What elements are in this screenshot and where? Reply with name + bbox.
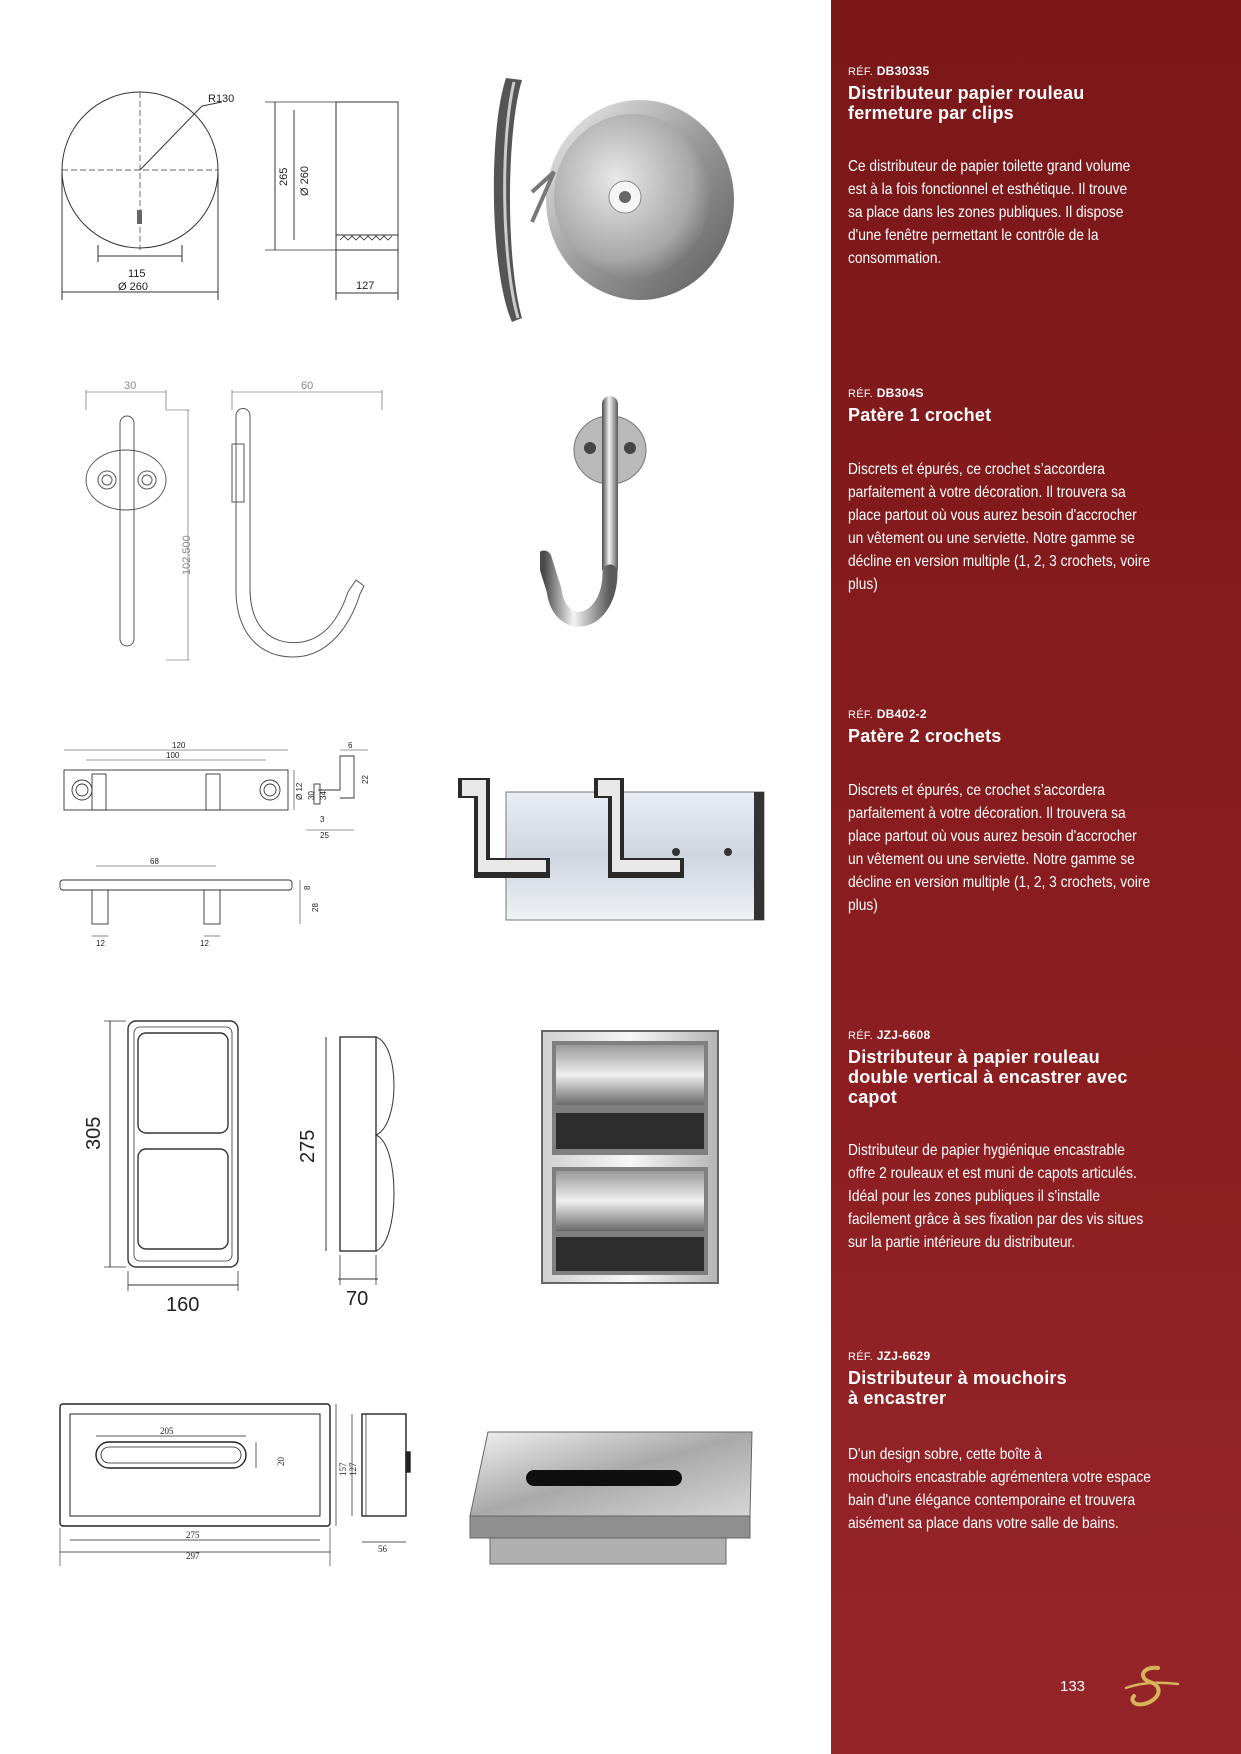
product-title: Distributeur papier rouleau fermeture par clips xyxy=(848,83,1085,123)
svg-text:100: 100 xyxy=(166,751,180,760)
svg-text:28: 28 xyxy=(311,903,320,912)
product-title: Distributeur à papier rouleau double vertical à encastrer avec capot xyxy=(848,1047,1128,1107)
product-ref: RÉF. DB402-2 xyxy=(848,707,927,721)
svg-text:R130: R130 xyxy=(208,93,235,105)
page-number: 133 xyxy=(1060,1678,1086,1695)
product-ref: RÉF. JZJ-6629 xyxy=(848,1349,931,1363)
product-photo-5 xyxy=(466,1428,756,1573)
svg-text:30: 30 xyxy=(307,791,316,800)
product-ref: RÉF. JZJ-6608 xyxy=(848,1028,931,1042)
svg-text:12: 12 xyxy=(200,939,209,948)
technical-drawing-5 xyxy=(56,1396,416,1576)
svg-text:127: 127 xyxy=(348,1462,358,1476)
svg-text:157: 157 xyxy=(338,1462,348,1476)
svg-text:6: 6 xyxy=(348,741,353,750)
svg-text:70: 70 xyxy=(346,1288,369,1310)
technical-drawing-3 xyxy=(56,740,426,950)
product-2-text xyxy=(848,386,1188,425)
svg-text:265: 265 xyxy=(278,167,290,186)
product-photo-3 xyxy=(458,768,768,933)
svg-text:3: 3 xyxy=(320,815,325,824)
svg-text:102.500: 102.500 xyxy=(181,535,193,575)
product-photo-1 xyxy=(492,72,742,337)
brand-logo-icon xyxy=(1120,1664,1180,1713)
product-title: Distributeur à mouchoirs à encastrer xyxy=(848,1368,1067,1408)
svg-text:Ø 260: Ø 260 xyxy=(118,281,148,293)
svg-text:25: 25 xyxy=(320,831,329,840)
technical-drawing-4 xyxy=(70,1015,410,1315)
svg-text:68: 68 xyxy=(150,857,159,866)
product-5-text xyxy=(848,1349,1188,1408)
svg-text:60: 60 xyxy=(301,380,314,392)
svg-text:Ø 12: Ø 12 xyxy=(295,782,304,800)
product-title: Patère 1 crochet xyxy=(848,405,992,425)
svg-text:12: 12 xyxy=(96,939,105,948)
product-photo-4 xyxy=(540,1027,720,1292)
product-ref: RÉF. DB304S xyxy=(848,386,924,400)
product-photo-2 xyxy=(540,390,680,655)
svg-text:120: 120 xyxy=(172,741,186,750)
technical-drawing-1 xyxy=(50,90,420,310)
svg-text:56: 56 xyxy=(378,1544,387,1554)
svg-text:34: 34 xyxy=(319,791,328,800)
svg-text:8: 8 xyxy=(303,885,312,890)
svg-text:22: 22 xyxy=(361,775,370,784)
svg-text:30: 30 xyxy=(124,380,137,392)
svg-text:305: 305 xyxy=(83,1116,105,1150)
svg-text:127: 127 xyxy=(356,280,375,292)
svg-text:115: 115 xyxy=(128,268,146,280)
product-ref: RÉF. DB30335 xyxy=(848,64,930,78)
product-title: Patère 2 crochets xyxy=(848,726,1002,746)
product-3-text xyxy=(848,707,1188,746)
svg-text:275: 275 xyxy=(297,1129,319,1163)
svg-text:160: 160 xyxy=(166,1294,200,1315)
svg-text:275: 275 xyxy=(186,1530,200,1540)
product-1-text xyxy=(848,64,1188,123)
product-4-text xyxy=(848,1028,1188,1107)
svg-text:297: 297 xyxy=(186,1551,200,1561)
svg-text:20: 20 xyxy=(276,1457,286,1466)
svg-text:205: 205 xyxy=(160,1426,174,1436)
svg-text:Ø 260: Ø 260 xyxy=(299,166,311,196)
technical-drawing-2 xyxy=(80,380,400,670)
